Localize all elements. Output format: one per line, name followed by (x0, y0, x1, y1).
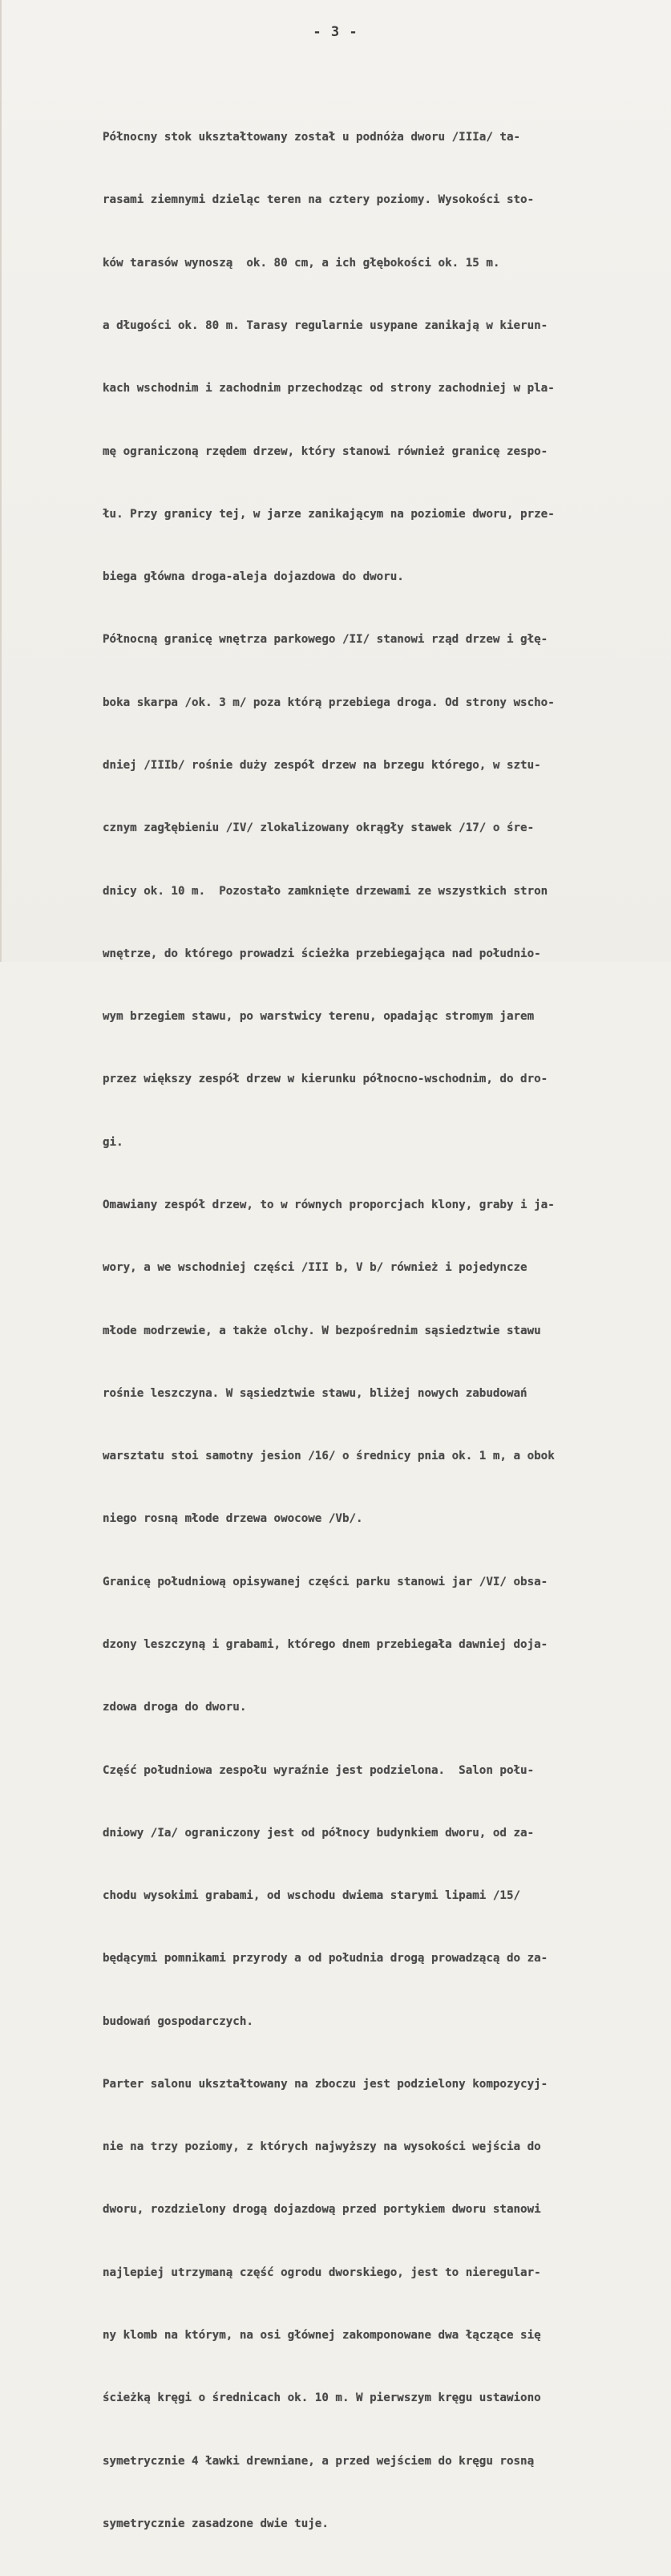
text-line: budowań gospodarczych. (103, 2014, 253, 2028)
text-line: gi. (103, 1135, 123, 1149)
text-line: kach wschodnim i zachodnim przechodząc od strony zachodniej w pla- (103, 382, 555, 396)
text-line: zdowa droga do dworu. (103, 1701, 247, 1714)
text-line: dniej /IIIb/ rośnie duży zespół drzew na brzegu którego, w sztu- (103, 759, 541, 772)
text-line: a długości ok. 80 m. Tarasy regularnie usypane zanikają w kierun- (103, 319, 548, 333)
text-line: będącymi pomnikami przyrody a od południa drogą prowadzącą do za- (103, 1952, 548, 1965)
text-line: najlepiej utrzymaną część ogrodu dworskiego, jest to nieregular- (103, 2266, 541, 2279)
text-line: wym brzegiem stawu, po warstwicy terenu, opadając stromym jarem (103, 1010, 535, 1024)
text-line: rośnie leszczyna. W sąsiedztwie stawu, bliżej nowych zabudowań (103, 1386, 528, 1400)
text-line: nie na trzy poziomy, z których najwyższy na wysokości wejścia do (103, 2140, 541, 2154)
page-number: - 3 - (313, 24, 358, 40)
text-line: Granicę południową opisywanej części parku stanowi jar /VI/ obsa- (103, 1575, 548, 1588)
text-line: Część południowa zespołu wyraźnie jest podzielona. Salon połu- (103, 1763, 535, 1777)
text-line: ścieżką kręgi o średnicach ok. 10 m. W pierwszym kręgu ustawiono (103, 2391, 541, 2405)
text-line: wory, a we wschodniej części /III b, V b/ również i pojedyncze (103, 1261, 528, 1275)
text-line: biega główna droga-aleja dojazdowa do dworu. (103, 570, 404, 584)
text-line: chodu wysokimi grabami, od wschodu dwiema starymi lipami /15/ (103, 1889, 521, 1903)
text-line: niego rosną młode drzewa owocowe /Vb/. (103, 1512, 363, 1526)
text-line: młode modrzewie, a także olchy. W bezpośrednim sąsiedztwie stawu (103, 1324, 541, 1337)
text-line: ny klomb na którym, na osi głównej zakomponowane dwa łączące się (103, 2329, 541, 2343)
text-line: dnicy ok. 10 m. Pozostało zamknięte drzewami ze wszystkich stron (103, 884, 548, 898)
text-line: boka skarpa /ok. 3 m/ poza którą przebiega droga. Od strony wscho- (103, 696, 555, 709)
text-line: dworu, rozdzielony drogą dojazdową przed portykiem dworu stanowi (103, 2203, 541, 2217)
text-line: przez większy zespół drzew w kierunku północno-wschodnim, do dro- (103, 1073, 548, 1086)
text-line: Parter salonu ukształtowany na zboczu jest podzielony kompozycyj- (103, 2077, 548, 2091)
page-edge (0, 0, 2, 962)
text-line: symetrycznie zasadzone dwie tuje. (103, 2517, 329, 2530)
text-line: symetrycznie 4 ławki drewniane, a przed wejściem do kręgu rosną (103, 2454, 535, 2468)
typed-text-body (103, 85, 664, 2576)
text-line: wnętrze, do którego prowadzi ścieżka przebiegająca nad południo- (103, 947, 541, 960)
text-line: Północną granicę wnętrza parkowego /II/ stanowi rząd drzew i głę- (103, 633, 548, 647)
text-line: Północny stok ukształtowany został u podnóża dworu /IIIa/ ta- (103, 131, 521, 144)
text-line: warsztatu stoi samotny jesion /16/ o średnicy pnia ok. 1 m, a obok (103, 1450, 555, 1463)
text-line: dzony leszczyną i grabami, którego dnem przebiegała dawniej doja- (103, 1637, 548, 1651)
text-line: ków tarasów wynoszą ok. 80 cm, a ich głębokości ok. 15 m. (103, 256, 500, 270)
text-line: Omawiany zespół drzew, to w równych proporcjach klony, graby i ja- (103, 1198, 555, 1211)
text-line: mę ograniczoną rzędem drzew, który stanowi również granicę zespo- (103, 444, 548, 458)
text-line: łu. Przy granicy tej, w jarze zanikającym na poziomie dworu, prze- (103, 507, 555, 521)
text-line: rasami ziemnymi dzieląc teren na cztery poziomy. Wysokości sto- (103, 193, 535, 207)
text-line: cznym zagłębieniu /IV/ zlokalizowany okrągły stawek /17/ o śre- (103, 821, 535, 835)
text-line: dniowy /Ia/ ograniczony jest od północy budynkiem dworu, od za- (103, 1826, 535, 1840)
